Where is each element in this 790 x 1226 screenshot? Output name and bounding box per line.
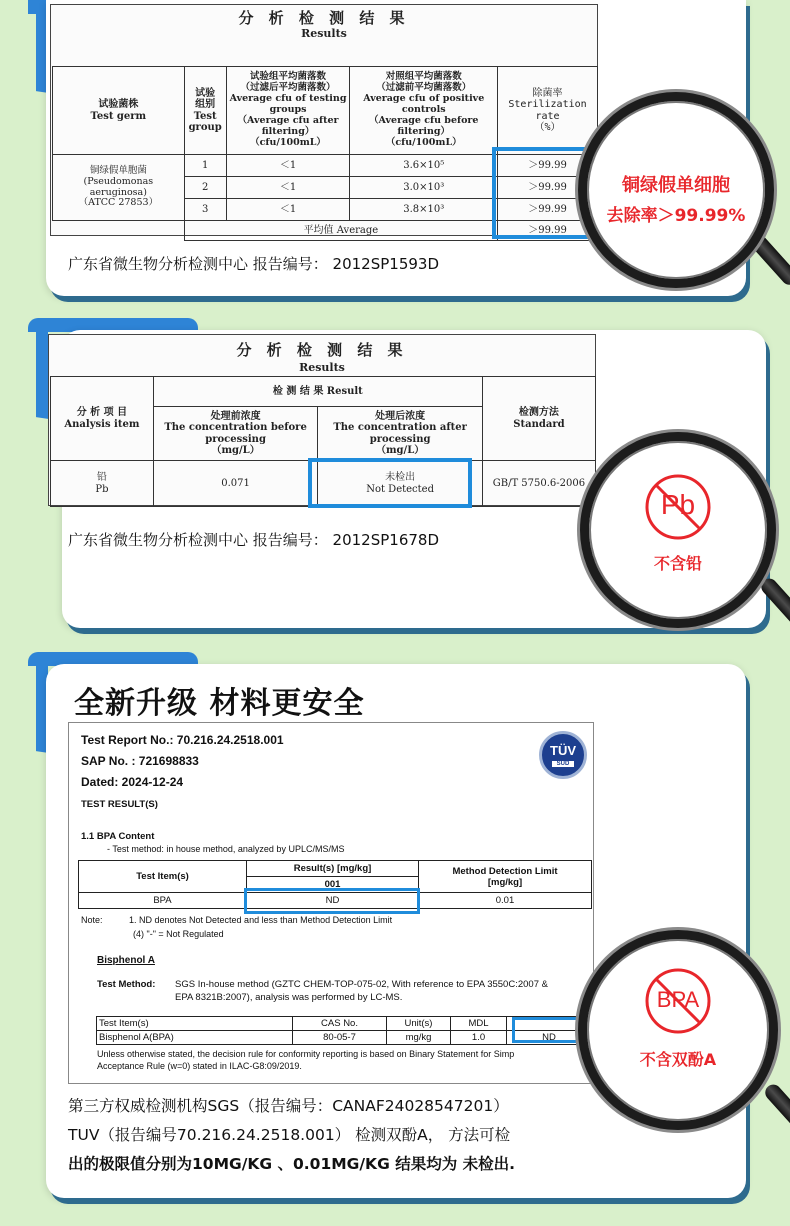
t2-header-item: Test Item(s) (97, 1017, 293, 1031)
table-row-test: ＜1 (226, 199, 350, 221)
report-title-en: Results (301, 27, 347, 40)
header-rate: 除菌率 Sterilization rate （%） (498, 67, 598, 155)
bpa-badge-text: BPA (656, 987, 700, 1012)
table-row-rate: ＞99.99 (498, 177, 598, 199)
table-row-control: 3.6×10⁵ (350, 155, 498, 177)
t2-header-mdl: MDL (451, 1017, 507, 1031)
t2-result: ND (507, 1031, 592, 1045)
t2-mdl: 1.0 (451, 1031, 507, 1045)
header-result: 检 测 结 果 Result (153, 377, 482, 407)
decision-rule-2: Acceptance Rule (w=0) stated in ILAC-G8:09/2019. (97, 1061, 302, 1071)
header-test-cfu: 试验组平均菌落数 （过滤后平均菌落数） Average cfu of testing groups （Average cfu after filtering） （cfu/100mL） (226, 67, 350, 155)
header-method: 检测方法 Standard (482, 377, 595, 461)
t1-header-item: Test Item(s) (79, 861, 247, 893)
tuv-logo-text: TÜV (550, 743, 576, 758)
magnifier-handle-3 (762, 1081, 790, 1144)
t2-cas: 80-05-7 (293, 1031, 387, 1045)
test-method-label: Test Method: (97, 979, 156, 990)
report-title-cn: 分 析 检 测 结 果 (238, 9, 410, 27)
t2-header-cas: CAS No. (293, 1017, 387, 1031)
note-2: (4) "-" = Not Regulated (133, 929, 224, 939)
magnifier-line-1: 铜绿假单细胞 (622, 175, 730, 196)
table-row-group: 3 (184, 199, 226, 221)
lead-badge-label: 不含铅 (653, 554, 702, 573)
footer-line-2: TUV（报告编号70.216.24.2518.001） 检测双酚A， 方法可检 (68, 1126, 511, 1144)
t1-header-mdl: Method Detection Limit [mg/kg] (419, 861, 592, 893)
bpa-content-table (78, 860, 592, 909)
t1-item: BPA (79, 893, 247, 909)
magnifier-lead (580, 432, 776, 628)
table-row-group: 2 (184, 177, 226, 199)
test-method-text-1: SGS In-house method (GZTC CHEM-TOP-075-02, With reference to EPA 3550C:2007 & (175, 979, 548, 990)
lead-badge-text: Pb (660, 489, 696, 520)
table-row-rate: ＞99.99 (498, 199, 598, 221)
tuv-logo (539, 731, 587, 779)
germ-name: 铜绿假单胞菌 (Pseudomonas aeruginosa) （ATCC 27853） (53, 155, 185, 221)
magnifier-bacteria (578, 92, 774, 288)
bpa-content-label: 1.1 BPA Content (81, 831, 155, 842)
average-rate: ＞99.99 (498, 221, 598, 241)
test-method-line: - Test method: in house method, analyzed by UPLC/MS/MS (107, 844, 345, 854)
bpa-badge-label: 不含双酚A (639, 1050, 717, 1069)
bacteria-results-table (52, 66, 598, 241)
value-before: 0.071 (153, 461, 318, 507)
header-control-cfu: 对照组平均菌落数 （过滤前平均菌落数） Average cfu of positive controls （Average cfu before filtering） （cfu/100mL） (350, 67, 498, 155)
header-after: 处理后浓度 The concentration after processing （mg/L） (318, 407, 483, 461)
t1-header-result-sub: 001 (247, 877, 419, 893)
average-label: 平均值 Average (184, 221, 497, 241)
magnifier-bpa (578, 930, 778, 1130)
sap-number: SAP No. : 721698833 (81, 754, 199, 768)
table-row-control: 3.8×10³ (350, 199, 498, 221)
header-analysis-item: 分 析 项 目 Analysis item (51, 377, 154, 461)
table-row-rate: ＞99.99 (498, 155, 598, 177)
header-group: 试验 组别 Test group (184, 67, 226, 155)
bisphenol-heading: Bisphenol A (97, 955, 155, 966)
footer-line-1: 第三方权威检测机构SGS（报告编号：CANAF24028547201） (68, 1097, 509, 1115)
bisphenol-table (96, 1016, 592, 1045)
table-row-control: 3.0×10³ (350, 177, 498, 199)
card2-tab-edge (36, 329, 48, 419)
item-lead: 铅 Pb (51, 461, 154, 507)
table-row-group: 1 (184, 155, 226, 177)
magnifier-line-2: 去除率＞99.99% (606, 206, 746, 226)
t1-header-result: Result(s) [mg/kg] (247, 861, 419, 877)
note-label: Note: (81, 915, 103, 925)
header-germ: 试验菌株 Test germ (53, 67, 185, 155)
header-before: 处理前浓度 The concentration before processing （mg/L） (153, 407, 318, 461)
report-number-2: 广东省微生物分析检测中心 报告编号： 2012SP1678D (68, 531, 440, 549)
table-row-test: ＜1 (226, 177, 350, 199)
value-after: 未检出 Not Detected (318, 461, 483, 507)
test-report-number: Test Report No.: 70.216.24.2518.001 (81, 733, 284, 747)
t2-unit: mg/kg (387, 1031, 451, 1045)
report-title-cn: 分 析 检 测 结 果 (236, 341, 408, 359)
decision-rule-1: Unless otherwise stated, the decision rule for conformity reporting is based on Binary Statement for Simp (97, 1049, 515, 1059)
report-title-en: Results (299, 361, 345, 374)
value-method: GB/T 5750.6-2006 (482, 461, 595, 507)
report-number-1: 广东省微生物分析检测中心 报告编号： 2012SP1593D (68, 255, 440, 273)
report-date: Dated: 2024-12-24 (81, 775, 184, 789)
test-method-text-2: EPA 8321B:2007), analysis was performed by LC-MS. (175, 992, 403, 1003)
footer-line-3: 出的极限值分别为10MG/KG 、0.01MG/KG 结果均为 未检出. (68, 1155, 515, 1173)
t2-item: Bisphenol A(BPA) (97, 1031, 293, 1045)
table-row-test: ＜1 (226, 155, 350, 177)
section-heading: 全新升级 材料更安全 (74, 686, 365, 721)
t2-header-unit: Unit(s) (387, 1017, 451, 1031)
note-1: 1. ND denotes Not Detected and less than Method Detection Limit (129, 915, 393, 925)
t1-mdl: 0.01 (419, 893, 592, 909)
lead-results-table (50, 376, 596, 507)
tuv-logo-sub: SÜD (552, 761, 574, 767)
t1-result: ND (247, 893, 419, 909)
test-results-label: TEST RESULT(S) (81, 799, 158, 810)
